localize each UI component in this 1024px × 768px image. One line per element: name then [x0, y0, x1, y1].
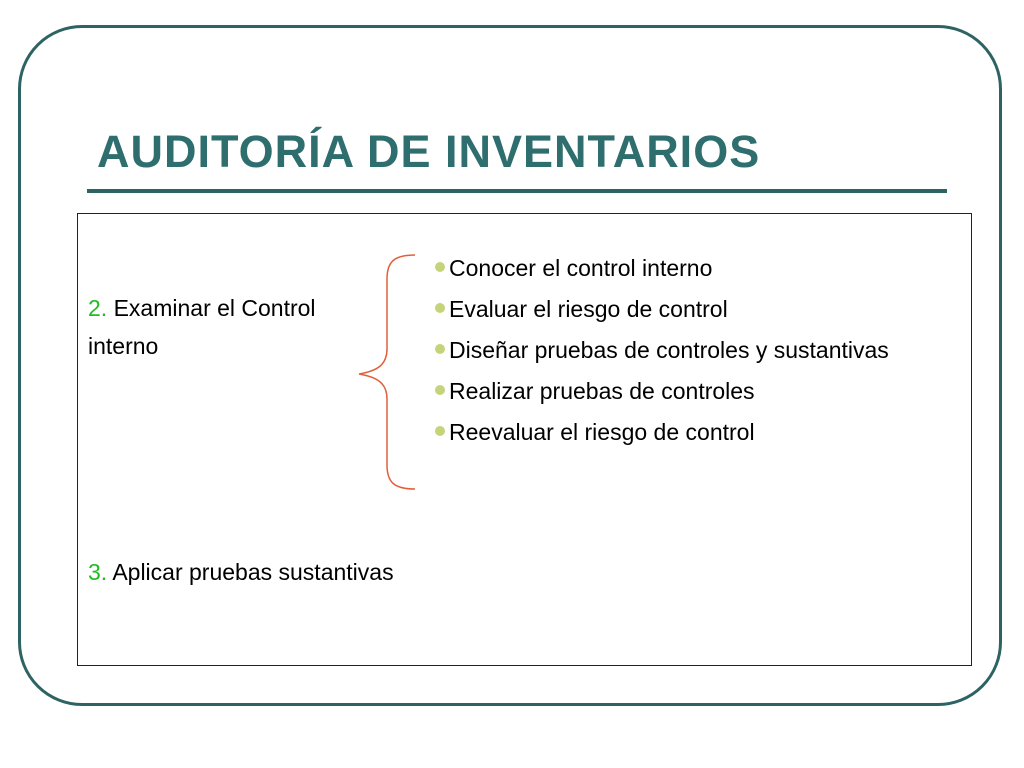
step-aplicar-pruebas: [88, 553, 394, 591]
step-text: Examinar el Control interno: [88, 295, 316, 359]
slide-title: AUDITORÍA DE INVENTARIOS: [97, 126, 761, 177]
list-item-text: Reevaluar el riesgo de control: [449, 419, 755, 445]
list-item-text: Conocer el control interno: [449, 255, 713, 281]
bullet-icon: [435, 426, 445, 436]
list-item: [435, 375, 905, 408]
step-number: 2.: [88, 295, 108, 321]
step-text: Aplicar pruebas sustantivas: [112, 559, 394, 585]
list-item-text: Diseñar pruebas de controles y sustantivas: [449, 337, 889, 363]
title-underline: [87, 189, 947, 193]
list-item: [435, 293, 905, 326]
curly-brace: [355, 253, 417, 491]
bullet-icon: [435, 344, 445, 354]
step-examinar-control: [88, 289, 348, 365]
list-item: [435, 416, 905, 449]
bullet-icon: [435, 303, 445, 313]
list-item: [435, 334, 905, 367]
brace-path: [359, 255, 415, 489]
list-item: [435, 252, 905, 285]
step-number: 3.: [88, 559, 108, 585]
bullet-icon: [435, 262, 445, 272]
list-item-text: Evaluar el riesgo de control: [449, 296, 728, 322]
bullet-icon: [435, 385, 445, 395]
substeps-list: [435, 252, 905, 457]
list-item-text: Realizar pruebas de controles: [449, 378, 755, 404]
